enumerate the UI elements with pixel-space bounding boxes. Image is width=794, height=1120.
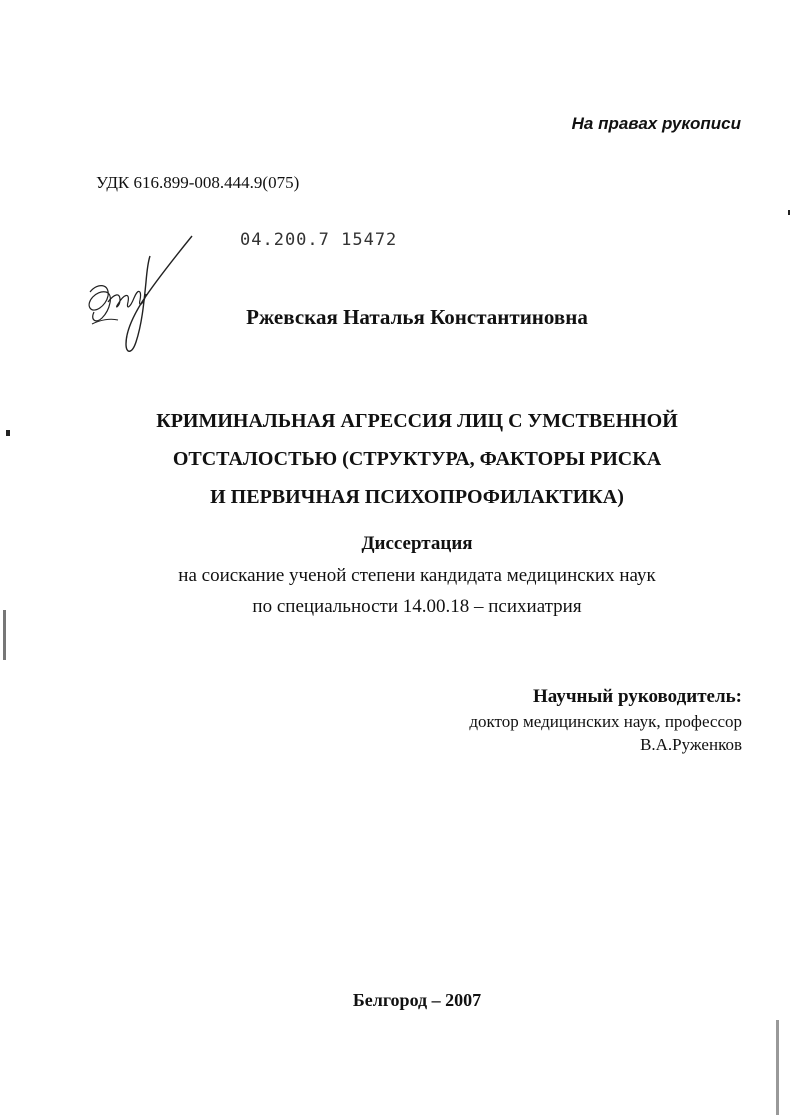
title-line: КРИМИНАЛЬНАЯ АГРЕССИЯ ЛИЦ С УМСТВЕННОЙ [156,410,678,432]
scan-speck [6,430,10,436]
rights-notice: На правах рукописи [571,114,741,133]
scan-edge-mark [3,610,6,660]
title-line: И ПЕРВИЧНАЯ ПСИХОПРОФИЛАКТИКА) [210,486,624,508]
udk-code: УДК 616.899-008.444.9(075) [96,173,300,192]
registration-stamp: 04.200.7 15472 [240,230,398,250]
dissertation-title [0,402,794,516]
degree-purpose: на соискание ученой степени кандидата медицинских наук [178,565,656,586]
scan-edge-mark [776,1020,779,1115]
supervisor-heading: Научный руководитель: [533,686,742,707]
supervisor-degree: доктор медицинских наук, профессор [469,712,742,731]
supervisor-name: В.А.Руженков [640,735,742,754]
title-line: ОТСТАЛОСТЬЮ (СТРУКТУРА, ФАКТОРЫ РИСКА [172,448,662,470]
supervisor-block [469,684,742,756]
place-year: Белгород – 2007 [352,990,482,1010]
scan-speck [788,210,790,215]
signature-icon [80,232,200,362]
document-type: Диссертация [361,533,473,554]
specialty-line: по специальности 14.00.18 – психиатрия [252,596,582,617]
author-name: Ржевская Наталья Константиновна [246,305,588,329]
